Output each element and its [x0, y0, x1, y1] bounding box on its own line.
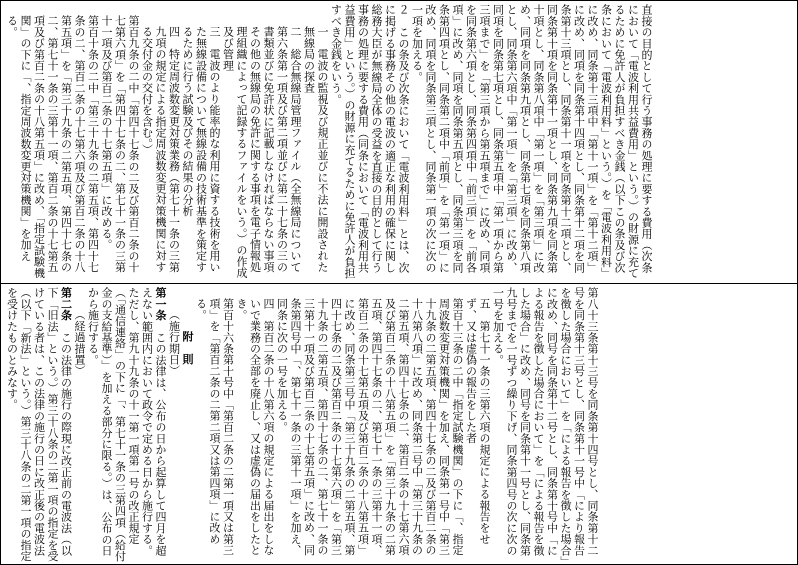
article-2-body: この法律の施行の際現に改正前の電波法（以下「旧法」という。）第三十八条の二第一項の指定を受けている者は、この法律の施行の日に改正後の電波法（以下「新法」という。）第三十八条の二第一項の指定を受けたものとみなす。 [5, 287, 73, 562]
lower-vertical-text [5, 287, 599, 563]
clause-2-definition: ２ この条及び次条において「電波利用料」とは、次に掲げる事務その他の電波の適正な利用の確保に関し総務大臣が無線局全体の受益を直接の目的として行う事務の処理に要する費用（同条において「電波利用共益費用」という。）の財源に充てるために免許人が負担すべき金銭をいう。 [329, 4, 410, 279]
item-3-technical-tests: 三 電波のより能率的な利用に資する技術を用いた無線設備について無線設備の技術基準を策定するために行う試験及びその結果の分析 [181, 26, 221, 273]
article-110-2-amendment: 第百十条の二中「第三十九条の二第五項、第四十七条の二、第百二条の十七第六項及び第百二条の十八第五項」を「第三十九条の二第五項、第四十七条の二、第七十一条の三第十一項、第百二条の十七第五項及び第百二条の十八第五項」に改め、「指定試験機関」の下に「、指定周波数変更対策機関」を加える。 [5, 15, 100, 279]
article-1-body: この法律は、公布の日から起算して四月を超えない範囲内において政令で定める日から施行する。ただし、第九十九条の十一第一項第一号の改正規定（「通信連絡」の下に「、第七十一条の三第四項（給付金の支給基準）」を加える部分に限る。）は、公布の日から施行する。 [86, 287, 167, 562]
effective-date-caption: （施行期日） [167, 309, 181, 377]
supplementary-provisions-heading: 附 則 [181, 331, 194, 365]
upper-text-band [5, 4, 793, 281]
article-109-2-amendment: 第百九条の二中「第四十七条の二及び第百二条の十七第六項」を「第四十七条の二、第七十一条の三第十一項及び第百二条の十七第五項」に改める。 [100, 15, 140, 273]
amendment-paragraph: 直接の目的として行う事務の処理に要する費用（次条において「電波利用共益費用」という。）の財源に充てるために免許人が負担すべき金銭（以下この条及び次条において「電波利用料」という。）を「電波利用料」に改め、同条第十三項中「第十一項」を「第十二項」に改め、同項を同条第十四項とし、同条第十二項を同条第十三項とし、同条第十一項を同条第十二項とし、同条第十項を同条第十一項とし、同条第九項を同条第十項とし、同条第八項中「第一項」を「第三項」に改め、同項を同条第九項とし、同条第七項を同条第八項とし、同条第六項中「第一項」を「第三項」に改め、同項を同条第七項とし、同条第五項中「第一項から第三項まで」を「第三項から第五項まで」に改め、同項を同条第六項とし、同条第四項中「前三項」を「前各項」に改め、同項を同条第五項とし、同条第三項を同条第四項とし、同条第二項中「前項」を「第一項」に改め、同項を同条第三項とし、同条第一項の次に次の一項を加える。 [410, 4, 653, 279]
item-5-false-report: 五 第七十一条の三第六項の規定による報告をせず、又は虚偽の報告をした者 [464, 298, 491, 545]
item-4-abolition: 四 第百二条の十八第六項の規定による届出をしないで業務の全部を廃止し、又は虚偽の届出をしたとき。 [235, 298, 275, 556]
article-116-amendment: 第百十六条第十号中「第百二条の二第一項又は第三項」を「第百二条の二第二項又は第四項」に改める。 [194, 298, 235, 556]
item-2-management-file: 二 総合無線局管理ファイル（全無線局について第六条第一項及び第二項並びに第二十七条の三の書類並びに免許状に記載しなければならない事項その他の無線局の免許に関する事項を電子情報処理組織によって記録するファイルをいう。）の作成及び管理 [221, 26, 302, 279]
item-1-monitoring: 一 電波の監視及び規正並びに不法に開設された無線局の探査 [302, 26, 329, 273]
article-83-amendment: 第八十三条第十三号を同条第十四号とし、同条第十二号を同条第十三号とし、同条第十一号中「により報告を徴した場合において」を「による報告を徴した場合」に改め、同号を同条第十二号とし、同条第十号中「による報告を徴した場合において」を「による報告を徴した場合」に改め、同号を同条第十一号とし、同条第九号までを一号ずつ繰り下げ、同条第四号の次に次の一号を加える。 [491, 287, 599, 562]
supplementary-article-1 [86, 287, 167, 563]
section-divider [1, 283, 797, 284]
item-4-frequency-change: 四 特定周波数変更対策業務（第七十一条の三第九項の規定による指定周波数変更対策機関に対する交付金の交付を含む。） [140, 26, 181, 273]
article-1-lead: 第一条 [154, 287, 167, 321]
upper-vertical-text [5, 4, 653, 281]
article-2-lead: 第二条 [59, 287, 73, 321]
lower-text-band [5, 287, 793, 563]
transitional-measures-caption: （経過措置） [73, 309, 86, 377]
article-113-2-amendment: 第百十三条の二中「指定試験機関」の下に「、指定周波数変更対策機関」を加え、同条第一号中「第三十九条の二第五項、第四十七条の二及び第百二条の十八第八項」に改め、同条第二号中「第三十九条の二第五項、第四十七条の二、第百二条の十七第六項及び第百二条の十八第五項」を「第三十九条の二第五項、第四十七条の二、第七十一条の三第十一項、第百二条の十七第五項及び第百二条の十八第五項」に改め、同条第三号中「第三十九条の二第五項、第四十七条の二及び第百二条の十七第六項」を「第三十九条の二第五項、第四十七条の二、第七十一条の三第十一項及び第百二条の十七第五項」に改め、同条第四号中「、第七十一条の三第十一項」を加え、同条に次の一号を加える。 [275, 298, 464, 556]
supplementary-article-2 [5, 287, 73, 563]
